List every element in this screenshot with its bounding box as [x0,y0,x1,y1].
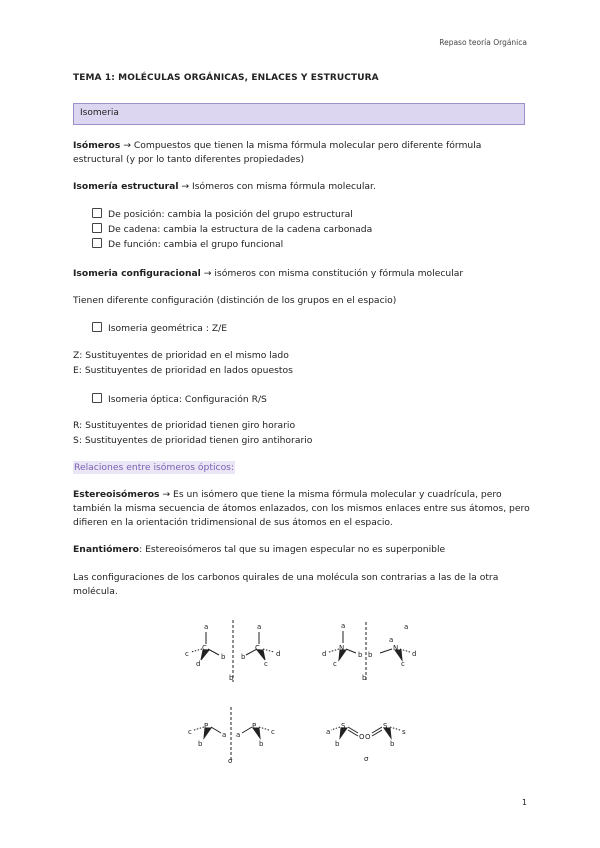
svg-text:N: N [393,644,399,652]
svg-text:c: c [185,650,189,658]
svg-text:a: a [389,636,394,644]
svg-text:a: a [204,623,209,631]
e-definition: E: Sustituyentes de prioridad en lados opuestos [73,365,293,376]
checklist-label: De posición: cambia la posición del grupo estructural [108,209,353,220]
svg-text:d: d [196,660,201,668]
svg-text:c: c [271,728,275,736]
svg-text:c: c [401,660,405,668]
svg-text:a: a [404,623,409,631]
r-definition: R: Sustituyentes de prioridad tienen giro horario [73,420,296,431]
svg-text:σ: σ [364,755,369,763]
svg-text:d: d [322,650,327,658]
section-heading: Isomeria [73,103,525,125]
phosphorus-enantiomer-diagram [194,707,269,760]
s-definition: S: Sustituyentes de prioridad tienen giro antihorario [73,435,313,446]
isomeros-term: Isómeros [73,140,121,151]
svg-text:d: d [276,650,281,658]
svg-text:a: a [222,731,227,739]
svg-text:b: b [241,653,246,661]
page-number: 1 [521,798,527,807]
enantiomero-definition: : Estereoisómeros tal que su imagen especular no es superponible [139,544,446,555]
svg-text:σ: σ [228,757,233,765]
svg-text:a: a [341,622,346,630]
page-title: TEMA 1: MOLÉCULAS ORGÁNICAS, ENLACES Y ESTRUCTURA [73,73,379,83]
checklist-label: De cadena: cambia la estructura de la cadena carbonada [108,224,373,235]
z-definition: Z: Sustituyentes de prioridad en el mismo lado [73,350,289,361]
configuracional-term: Isomeria configuracional [73,268,201,279]
enantiomero-term: Enantiómero [73,544,140,555]
svg-text:a: a [236,731,241,739]
estereoisomeros-definition: → Es un isómero que tiene la misma fórmula molecular y cuadrícula, pero también la misma secuencia de átomos enlazados, con los mismos enlaces entre sus átomos, pero difieren en la orientación tridimensional de sus átomos en el espacio. [73,489,530,528]
checklist-label: Isomeria óptica: Configuración R/S [108,394,267,405]
svg-text:s: s [402,728,406,736]
configuraciones-paragraph: Las configuraciones de los carbonos quirales de una molécula son contrarias a las de la otra molécula. [73,572,499,597]
svg-text:b: b [335,740,340,748]
svg-text:b: b [229,674,234,682]
svg-text:b: b [362,674,367,682]
svg-text:b: b [368,651,373,659]
svg-text:a: a [257,623,262,631]
svg-text:P: P [252,722,257,730]
estereoisomeros-term: Estereoisómeros [73,489,160,500]
svg-text:d: d [412,650,417,658]
svg-text:C: C [255,644,260,652]
svg-text:O: O [365,733,371,741]
relaciones-heading: Relaciones entre isómeros ópticos: [74,462,235,473]
page-header: Repaso teoría Orgánica [439,38,527,47]
svg-text:c: c [264,660,268,668]
svg-text:P: P [204,722,209,730]
svg-text:b: b [221,653,226,661]
configuracional-definition: → isómeros con misma constitución y fórmula molecular [200,268,464,279]
svg-text:b: b [198,740,203,748]
checklist-label: Isomeria geométrica : Z/E [108,323,228,334]
svg-text:C: C [202,644,207,652]
svg-text:O: O [359,733,365,741]
svg-text:b: b [390,740,395,748]
checklist-label: De función: cambia el grupo funcional [108,239,284,250]
svg-text:b: b [259,740,264,748]
svg-text:S: S [383,722,388,730]
svg-text:c: c [188,728,192,736]
svg-text:c: c [333,660,337,668]
svg-text:S: S [341,722,346,730]
svg-text:N: N [339,644,345,652]
isomeros-definition: → Compuestos que tienen la misma fórmula molecular pero diferente fórmula estructural (y por lo tanto diferentes propiedades) [73,140,482,165]
svg-text:b: b [358,651,363,659]
svg-text:a: a [326,728,331,736]
diferente-config-text: Tienen diferente configuración (distinción de los grupos en el espacio) [73,295,397,306]
estructural-term: Isomería estructural [73,181,179,192]
estructural-definition: → Isómeros con misma fórmula molecular. [178,181,376,192]
